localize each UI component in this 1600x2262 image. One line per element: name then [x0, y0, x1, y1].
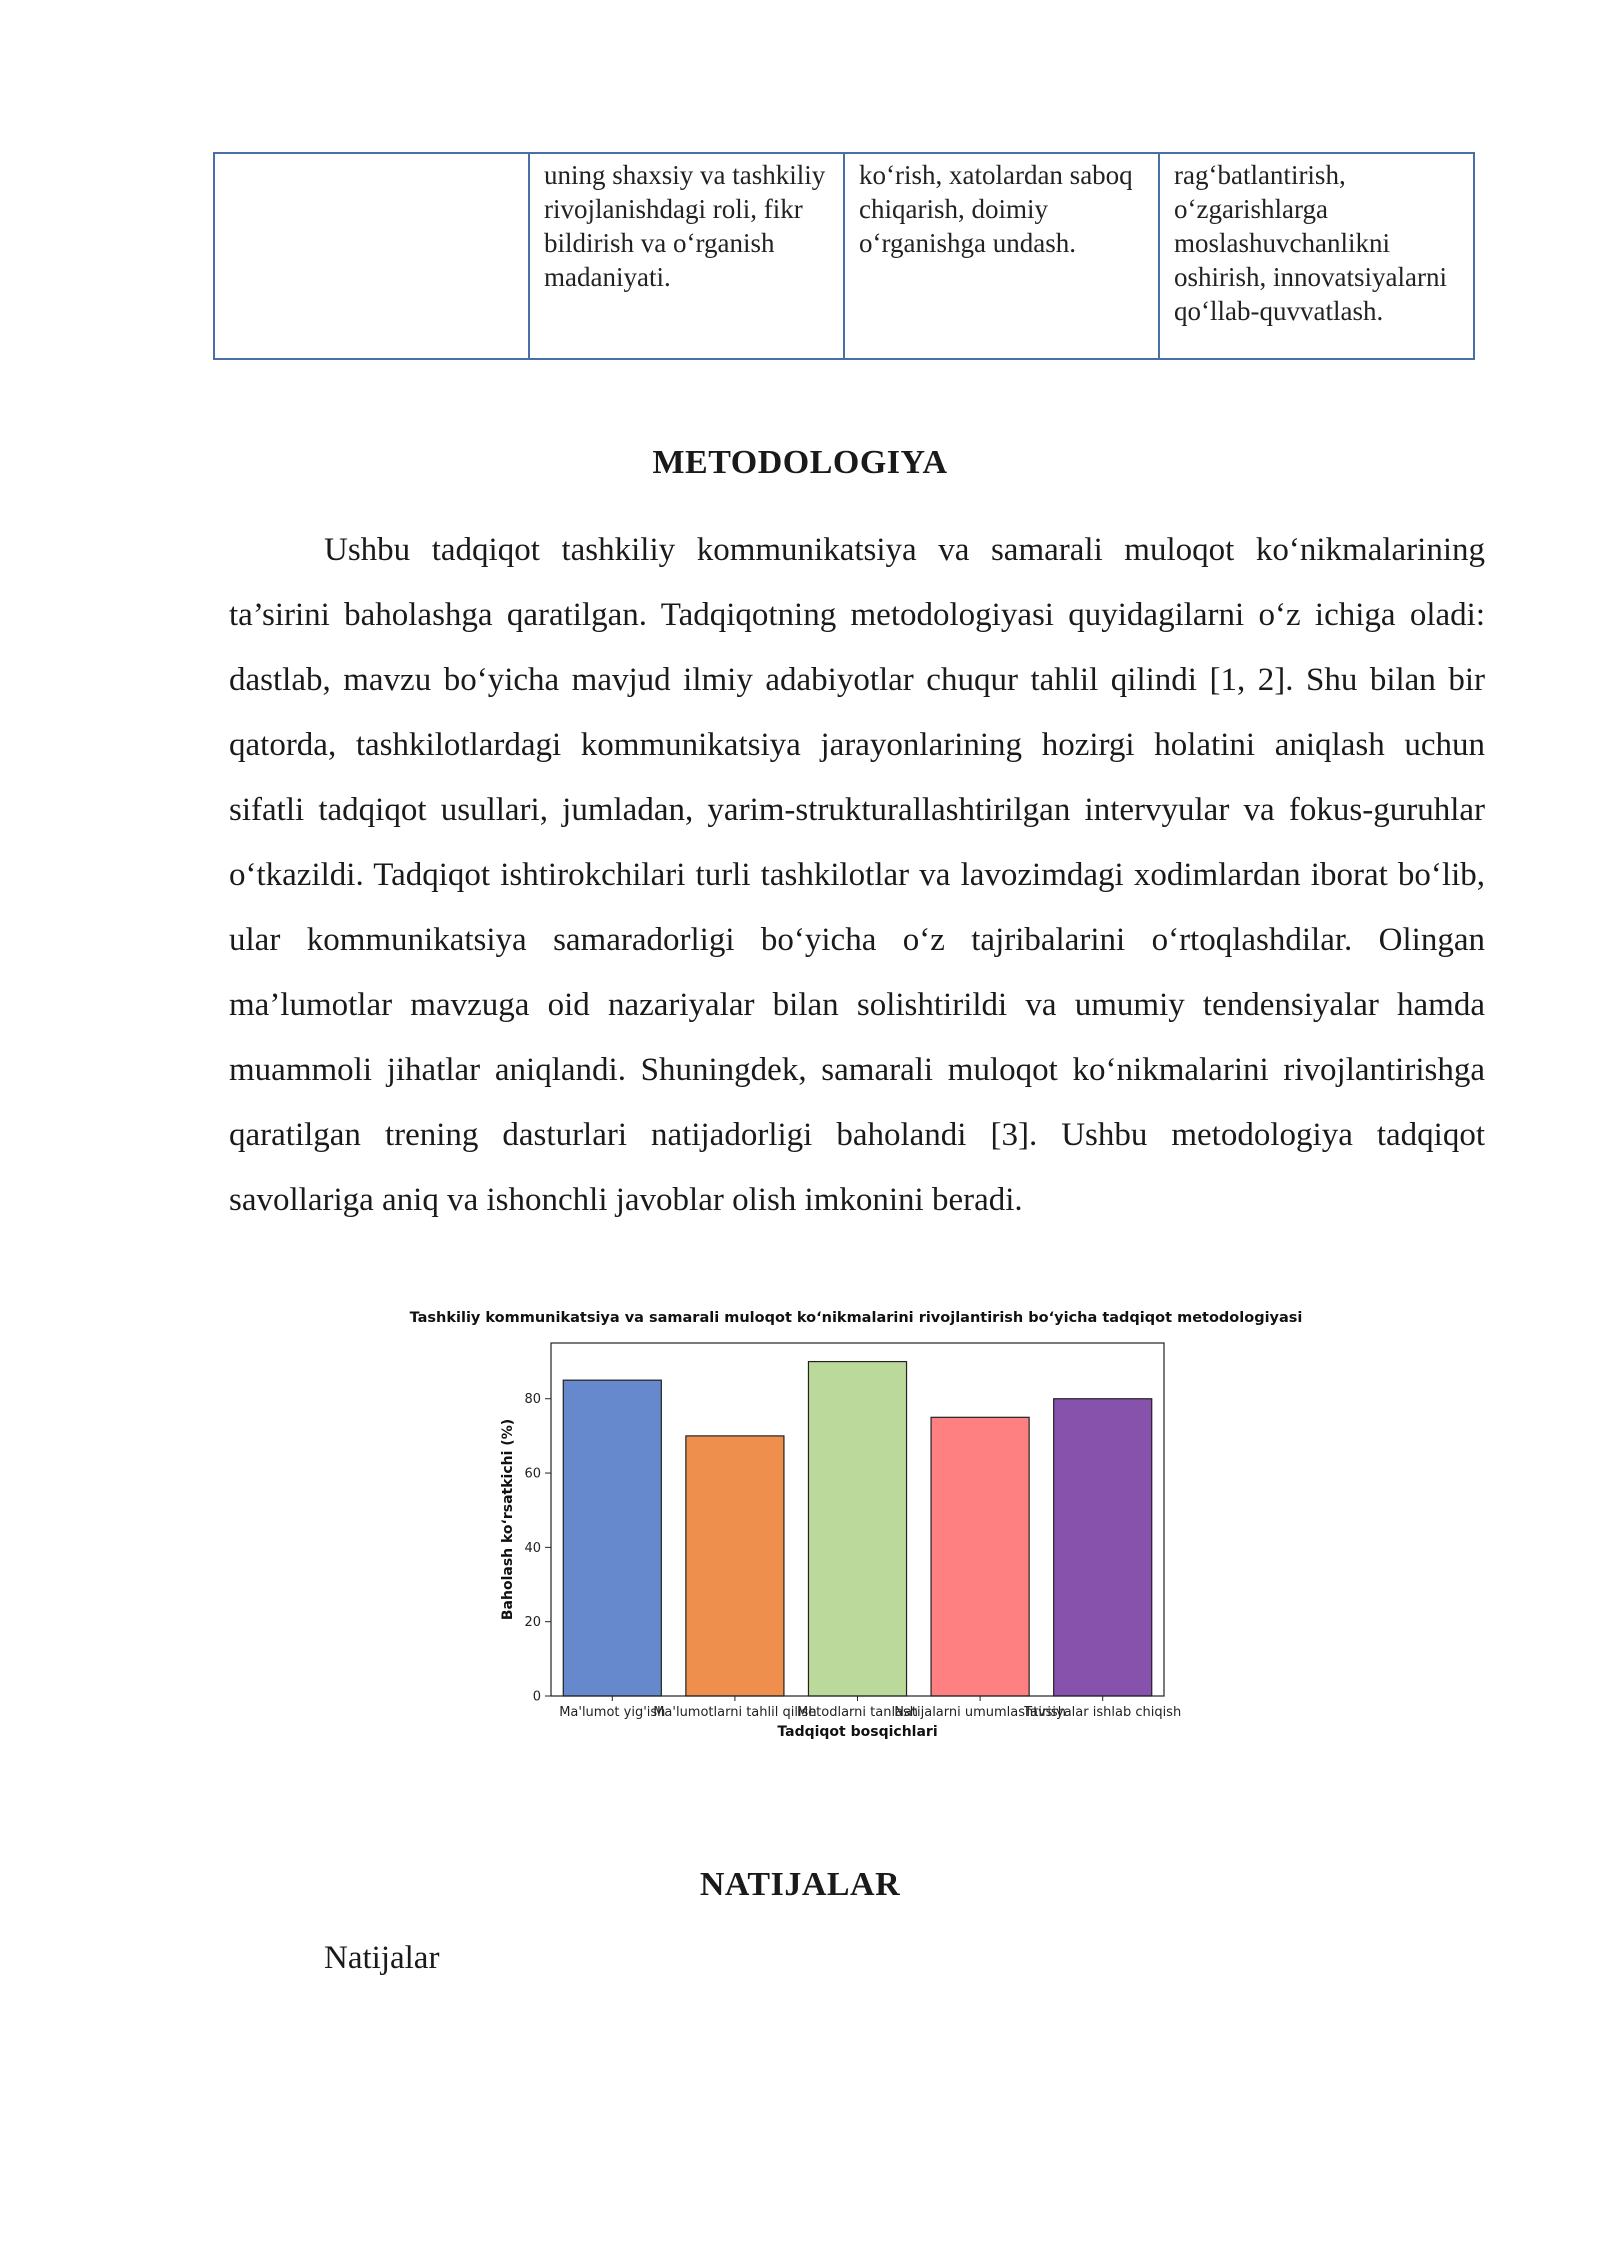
table-cell: rag‘batlantirish, o‘zgarishlarga moslashuvchanlikni oshirish, innovatsiyalarni qo‘llab-quvvatlash.	[1159, 153, 1474, 359]
x-axis-label: Tadqiqot bosqichlari	[777, 1724, 938, 1740]
section-heading-metodologiya: METODOLOGIYA	[652, 444, 948, 481]
section-heading-natijalar: NATIJALAR	[699, 1866, 901, 1903]
y-tick-label: 80	[524, 1392, 541, 1408]
chart-bar	[563, 1380, 661, 1696]
chart-bar	[1054, 1399, 1152, 1696]
y-tick-label: 20	[524, 1615, 541, 1631]
x-tick-label: Tavsiyalar ishlab chiqish	[1024, 1705, 1182, 1720]
chart-bar	[808, 1362, 906, 1696]
methodology-paragraph: Ushbu tadqiqot tashkiliy kommunikatsiya va samarali muloqot ko‘nikmalarining ta’sirini baholashga qaratilgan. Tadqiqotning metodologiyasi quyidagilarni o‘z ichiga oladi: dastlab, mavzu bo‘yicha mavjud ilmiy adabiyotlar chuqur tahlil qilindi [1, 2]. Shu bilan bir qatorda, tashkilotlardagi kommunikatsiya jarayonlarining hozirgi holatini aniqlash uchun sifatli tadqiqot usullari, jumladan, yarim-strukturallashtirilgan intervyular va fokus-guruhlar o‘tkazildi. Tadqiqot ishtirokchilari turli tashkilotlar va lavozimdagi xodimlardan iborat bo‘lib, ular kommunikatsiya samaradorligi bo‘yicha o‘z tajribalarini o‘rtoqlashdilar. Olingan ma’lumotlar mavzuga oid nazariyalar bilan solishtirildi va umumiy tendensiyalar hamda muammoli jihatlar aniqlandi. Shuningdek, samarali muloqot ko‘nikmalarini rivojlantirishga qaratilgan trening dasturlari natijadorligi baholandi [3]. Ushbu metodologiya tadqiqot savollariga aniq va ishonchli javoblar olish imkonini beradi.	[229, 532, 1485, 1218]
y-axis-label: Baholash ko‘rsatkichi (%)	[500, 1418, 516, 1621]
table-cell: ko‘rish, xatolardan saboq chiqarish, doimiy o‘rganishga undash.	[844, 153, 1159, 359]
y-tick-label: 40	[524, 1540, 541, 1556]
chart-bar	[686, 1436, 784, 1696]
results-paragraph-start: Natijalar	[324, 1940, 440, 1976]
y-tick-label: 60	[524, 1466, 541, 1482]
chart-title: Tashkiliy kommunikatsiya va samarali muloqot ko‘nikmalarini rivojlantirish bo‘yicha tadqiqot metodologiyasi	[409, 1310, 1303, 1326]
x-tick-label: Metodlarni tanlash	[796, 1705, 919, 1720]
y-tick-label: 0	[532, 1689, 541, 1705]
chart-bar	[931, 1417, 1029, 1696]
x-tick-label: Natijalarni umumlashtirish	[894, 1705, 1066, 1720]
x-tick-label: Ma'lumotlarni tahlil qilish	[653, 1705, 817, 1720]
table-cell: uning shaxsiy va tashkiliy rivojlanishdagi roli, fikr bildirish va o‘rganish madaniyati.	[529, 153, 844, 359]
x-tick-label: Ma'lumot yig'ish	[559, 1705, 666, 1720]
